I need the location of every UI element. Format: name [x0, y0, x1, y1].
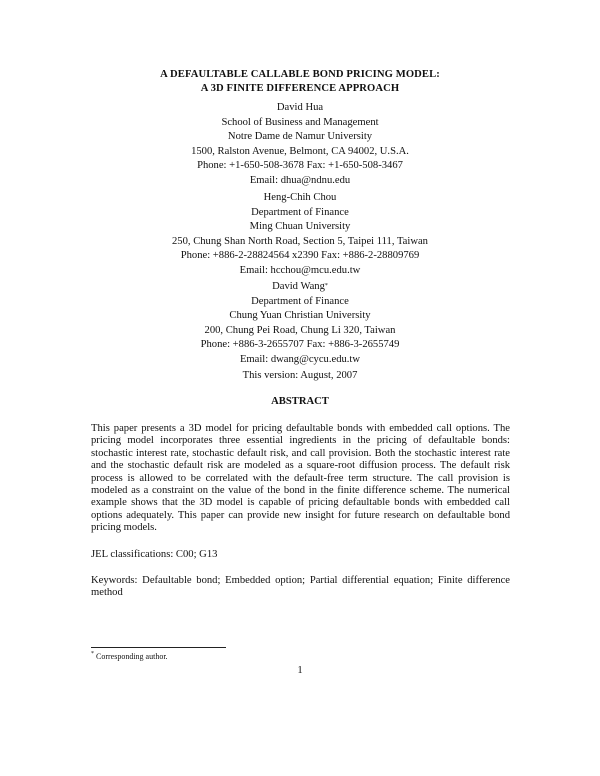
title-line-2: A 3D FINITE DIFFERENCE APPROACH — [200, 83, 400, 94]
author-address-line: 250, Chung Shan North Road, Section 5, Taipei 111, Taiwan — [172, 235, 428, 247]
author-affiliation-line: Department of Finance — [251, 206, 349, 218]
corresponding-author-mark: * — [324, 283, 328, 289]
author-block-hua — [0, 101, 600, 189]
author-address-line: 200, Chung Pei Road, Chung Li 320, Taiwan — [204, 324, 396, 336]
keywords: Keywords: Defaultable bond; Embedded option; Partial differential equation; Finite difference method — [91, 575, 510, 599]
author-name-row — [0, 280, 600, 295]
author-block-chou — [0, 191, 600, 279]
author-name: David Hua — [276, 102, 324, 113]
author-phone-line: Phone: +886-3-2655707 Fax: +886-3-2655749 — [200, 339, 400, 351]
author-phone-line: Phone: +886-2-28824564 x2390 Fax: +886-2-28809769 — [180, 250, 420, 262]
footnote — [91, 652, 168, 661]
abstract-body: This paper presents a 3D model for pricing defaultable bonds with embedded call options. The pricing model incorporates three essential ingredients in the pricing of defaultable bonds: stochastic interest rate, stochastic default risk, and call provision. Both the stochastic interest rate and the stochastic default risk are modeled as a square-root diffusion process. The default risk process is allowed to be correlated with the default-free term structure. The call provision is modeled as a constraint on the value of the bond in the finite difference scheme. The numerical example shows that the 3D model is capable of pricing defaultable bonds with embedded call options adequately. This paper can provide new insight for future research on defaultable bond pricing models. — [91, 423, 510, 534]
page-number: 1 — [297, 665, 303, 676]
author-address-line: 1500, Ralston Avenue, Belmont, CA 94002, U.S.A. — [191, 145, 409, 157]
version-date: This version: August, 2007 — [242, 370, 358, 381]
title-line-1: A DEFAULTABLE CALLABLE BOND PRICING MODEL: — [160, 69, 440, 80]
abstract-heading: ABSTRACT — [271, 396, 329, 407]
author-email-line: Email: hcchou@mcu.edu.tw — [239, 264, 361, 276]
author-phone-line: Phone: +1-650-508-3678 Fax: +1-650-508-3467 — [197, 160, 403, 172]
author-name: Heng-Chih Chou — [263, 192, 337, 203]
footnote-divider — [91, 647, 226, 648]
author-affiliation-line: Notre Dame de Namur University — [227, 131, 373, 143]
author-affiliation-line: School of Business and Management — [221, 116, 379, 128]
author-affiliation-line: Department of Finance — [251, 295, 349, 307]
footnote-text: Corresponding author. — [94, 652, 168, 661]
footnote-mark: * — [91, 651, 94, 657]
paper-title — [0, 68, 600, 96]
author-email-line: Email: dhua@ndnu.edu — [249, 174, 351, 186]
author-affiliation-line: Chung Yuan Christian University — [229, 310, 371, 322]
jel-classifications: JEL classifications: C00; G13 — [91, 549, 218, 560]
author-name: David Wang — [272, 281, 325, 292]
author-affiliation-line: Ming Chuan University — [249, 221, 351, 233]
author-block-wang — [0, 280, 600, 368]
author-email-line: Email: dwang@cycu.edu.tw — [239, 353, 361, 365]
